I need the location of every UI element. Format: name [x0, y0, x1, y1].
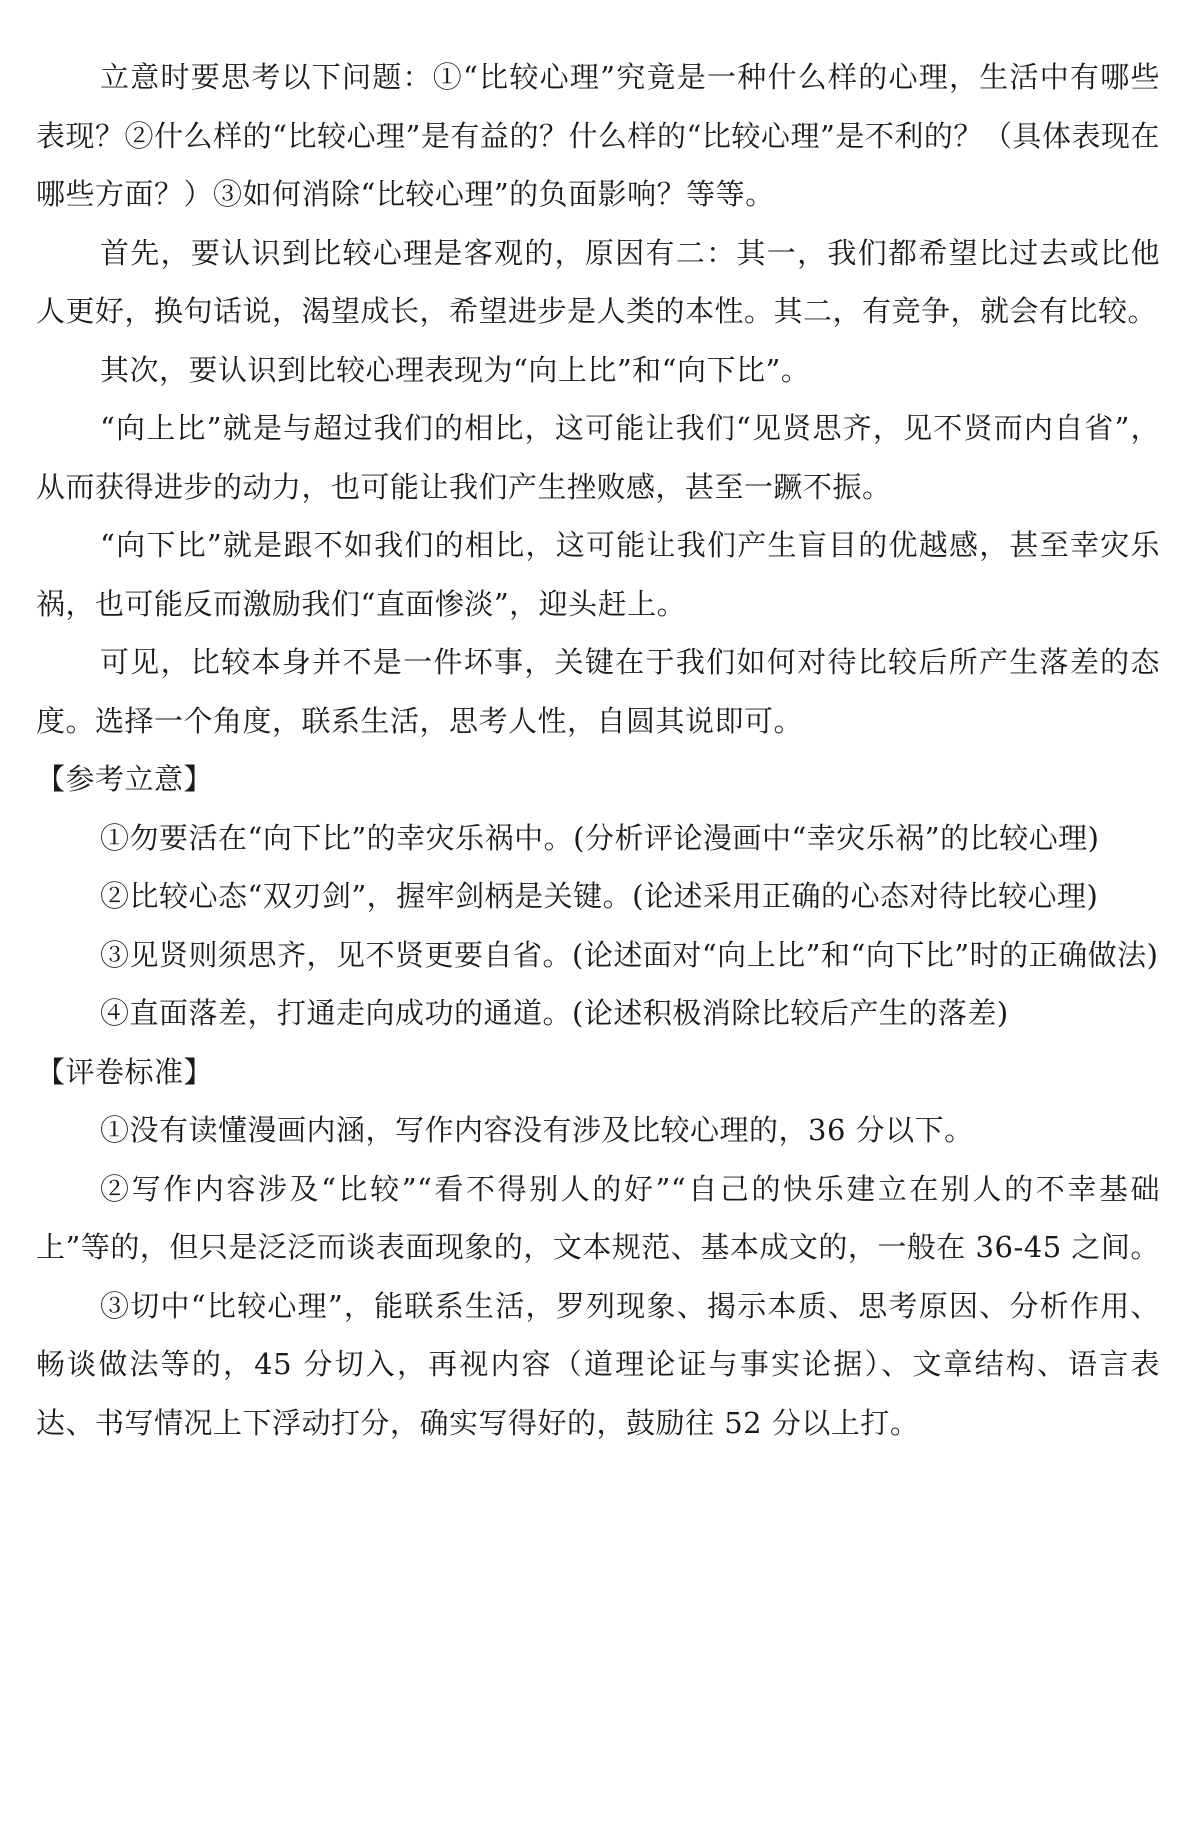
- paragraph-conclusion: 可见，比较本身并不是一件坏事，关键在于我们如何对待比较后所产生落差的态度。选择一个角度，联系生活，思考人性，自圆其说即可。: [36, 645, 1160, 738]
- paragraph-questions: 立意时要思考以下问题：①“比较心理”究竟是一种什么样的心理，生活中有哪些表现？②什么样的“比较心理”是有益的？什么样的“比较心理”是不利的？（具体表现在哪些方面？）③如何消除“比较心理”的负面影响？等等。: [36, 60, 1160, 211]
- paragraph-first: 首先，要认识到比较心理是客观的，原因有二：其一，我们都希望比过去或比他人更好，换句话说，渴望成长，希望进步是人类的本性。其二，有竞争，就会有比较。: [36, 235, 1160, 328]
- reference-item: ①勿要活在“向下比”的幸灾乐祸中。(分析评论漫画中“幸灾乐祸”的比较心理): [100, 820, 1100, 855]
- paragraph-second: 其次，要认识到比较心理表现为“向上比”和“向下比”。: [100, 352, 811, 387]
- grading-item: ③切中“比较心理”，能联系生活，罗列现象、揭示本质、思考原因、分析作用、畅谈做法等的，45 分切入，再视内容（道理论证与事实论据）、文章结构、语言表达、书写情况上下浮动打分，确实写得好的，鼓励往 52 分以上打。: [36, 1288, 1160, 1440]
- grading-item: ②写作内容涉及“比较”“看不得别人的好”“自己的快乐建立在别人的不幸基础上”等的，但只是泛泛而谈表面现象的，文本规范、基本成文的，一般在 36-45 之间。: [36, 1171, 1160, 1264]
- reference-item: ③见贤则须思齐，见不贤更要自省。(论述面对“向上比”和“向下比”时的正确做法): [100, 937, 1159, 972]
- reference-item: ④直面落差，打通走向成功的通道。(论述积极消除比较后产生的落差): [100, 996, 1009, 1030]
- reference-item: ②比较心态“双刃剑”，握牢剑柄是关键。(论述采用正确的心态对待比较心理): [100, 879, 1099, 913]
- grading-item: ①没有读懂漫画内涵，写作内容没有涉及比较心理的，36 分以下。: [100, 1113, 974, 1147]
- paragraph-downward: “向下比”就是跟不如我们的相比，这可能让我们产生盲目的优越感，甚至幸灾乐祸，也可能反而激励我们“直面惨淡”，迎头赶上。: [36, 528, 1160, 621]
- reference-heading: 【参考立意】: [36, 762, 214, 796]
- paragraph-upward: “向上比”就是与超过我们的相比，这可能让我们“见贤思齐，见不贤而内自省”，从而获得进步的动力，也可能让我们产生挫败感，甚至一蹶不振。: [36, 411, 1160, 504]
- grading-heading: 【评卷标准】: [36, 1054, 214, 1089]
